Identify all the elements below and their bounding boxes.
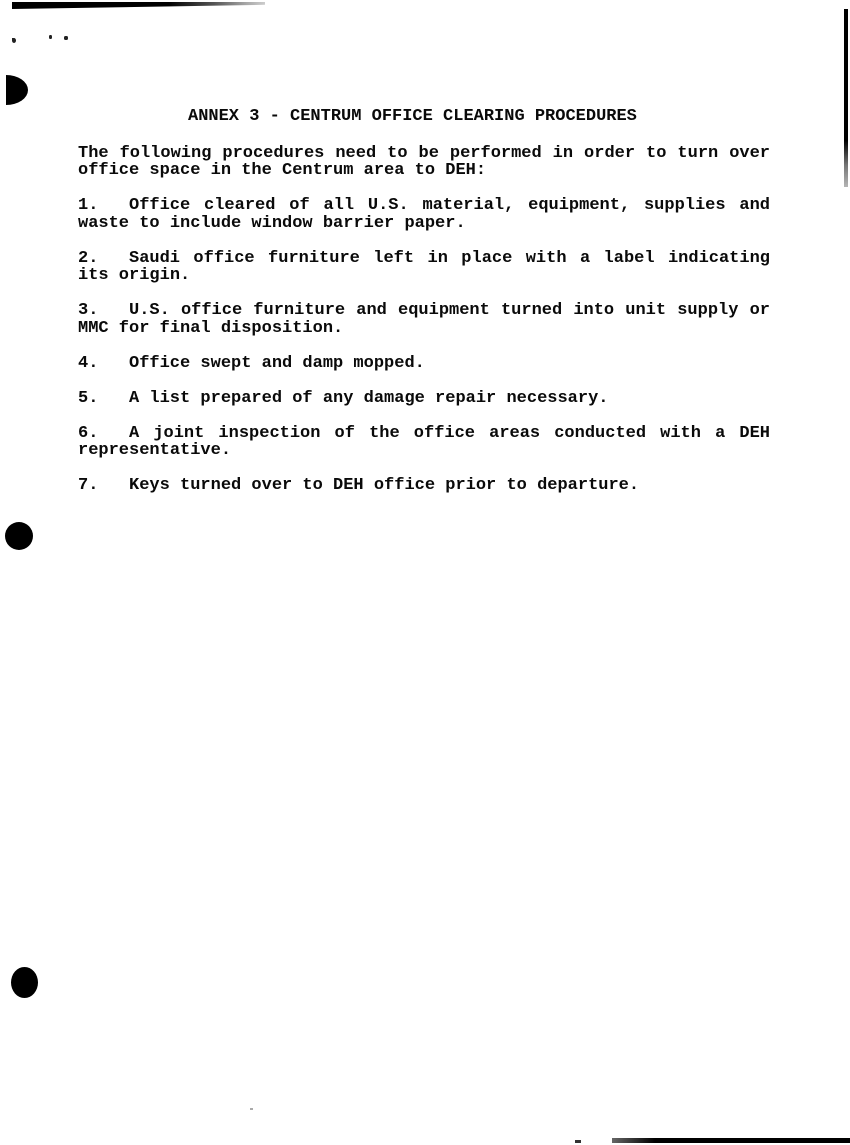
- item-number: 4.: [78, 353, 99, 373]
- scan-artifact-speck: [250, 1108, 253, 1110]
- item-text: Office cleared of all U.S. material, equipment, supplies and waste to include window barrier paper.: [78, 196, 770, 233]
- list-item-6: [78, 425, 770, 460]
- item-number: 7.: [78, 476, 99, 495]
- item-number: 1.: [78, 196, 99, 215]
- document-content: [78, 108, 770, 495]
- item-text: Saudi office furniture left in place with a label indicating its origin.: [78, 248, 770, 285]
- list-item-7: [78, 477, 770, 495]
- scan-artifact-speck: [49, 35, 52, 39]
- scan-artifact-bottom-tick: [575, 1140, 581, 1143]
- item-number: 3.: [78, 301, 99, 320]
- scan-artifact-left-middle-dot: [5, 522, 33, 550]
- scan-artifact-speck: [12, 38, 16, 43]
- item-text: Office swept and damp mopped.: [129, 353, 425, 373]
- item-text: Keys turned over to DEH office prior to departure.: [129, 476, 640, 495]
- document-title: ANNEX 3 - CENTRUM OFFICE CLEARING PROCEDURES: [188, 107, 637, 126]
- scan-artifact-left-half-dot: [6, 75, 28, 105]
- item-number: 2.: [78, 248, 99, 268]
- item-text: A joint inspection of the office areas conducted with a DEH representative.: [78, 423, 770, 460]
- list-item-4: [78, 355, 770, 373]
- list-item-2: [78, 250, 770, 285]
- scan-artifact-top-bar: [12, 2, 265, 9]
- scan-artifact-left-bottom-dot: [11, 967, 38, 998]
- item-number: 5.: [78, 388, 99, 408]
- list-item-1: [78, 197, 770, 232]
- item-number: 6.: [78, 423, 99, 443]
- item-text: U.S. office furniture and equipment turned into unit supply or MMC for final disposition.: [78, 301, 770, 338]
- scan-artifact-bottom-bar: [612, 1138, 850, 1143]
- scan-artifact-speck: [64, 36, 68, 40]
- list-item-3: [78, 302, 770, 337]
- scan-artifact-right-edge-line: [844, 9, 848, 187]
- intro-paragraph: The following procedures need to be performed in order to turn over office space in the Centrum area to DEH:: [78, 143, 770, 180]
- list-item-5: [78, 390, 770, 408]
- item-text: A list prepared of any damage repair necessary.: [129, 388, 609, 408]
